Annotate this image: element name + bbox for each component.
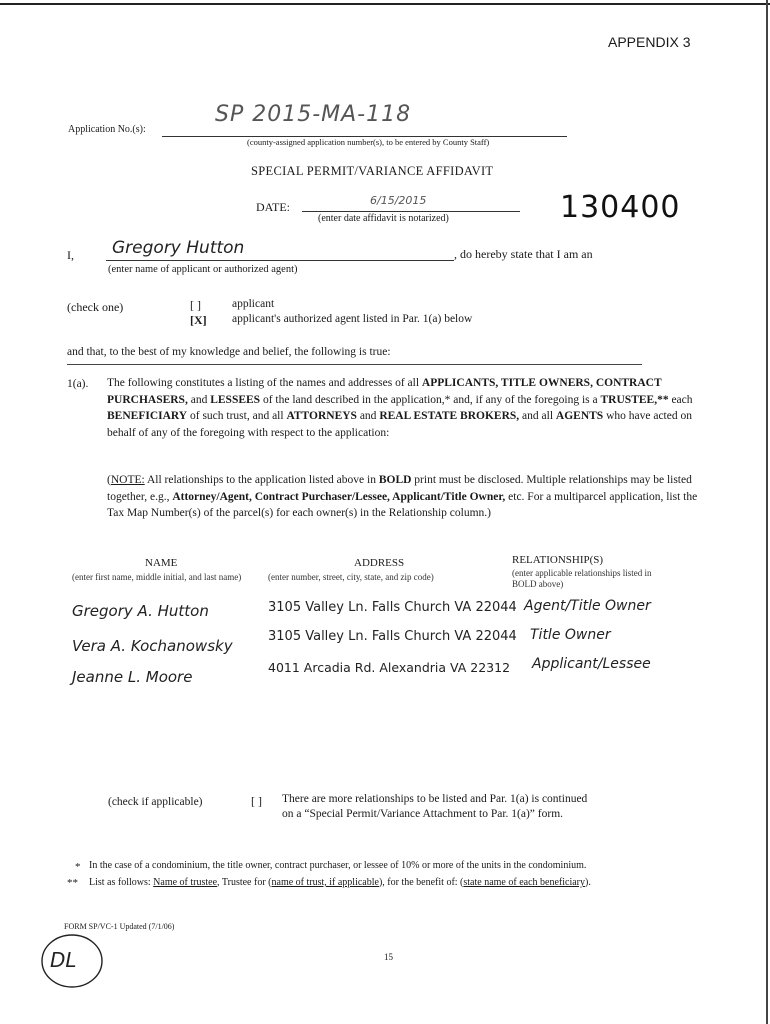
row-3-address: 4011 Arcadia Rd. Alexandria VA 22312 [268, 660, 511, 675]
date-line [302, 211, 520, 212]
footnote-star-2: ** [67, 877, 78, 889]
declarant-hint: (enter name of applicant or authorized agent) [108, 264, 298, 275]
p1a-text-4: each [671, 393, 693, 406]
page-number: 15 [384, 952, 393, 962]
appendix-label: APPENDIX 3 [608, 34, 691, 50]
check-agent-box[interactable]: [X] [190, 313, 207, 327]
date-hint: (enter date affidavit is notarized) [318, 213, 449, 224]
note-bold-2: Attorney/Agent, Contract Purchaser/Lessee, Applicant/Title Owner, [172, 490, 506, 503]
row-1-name: Gregory A. Hutton [72, 602, 209, 620]
fn2-g: ). [585, 877, 591, 888]
row-2-relationship: Title Owner [530, 627, 611, 643]
application-no-hint: (county-assigned application number(s), to be entered by County Staff) [247, 137, 490, 147]
fn2-b: Name of trustee [153, 877, 218, 888]
col-relationship-title: RELATIONSHIP(S) [512, 554, 604, 566]
col-name-hint: (enter first name, middle initial, and last name) [72, 572, 242, 582]
p1a-text-2: and [190, 393, 208, 406]
top-scan-edge [0, 3, 770, 5]
form-id: FORM SP/VC-1 Updated (7/1/06) [64, 922, 175, 931]
check-applicant-box[interactable]: [ ] [190, 298, 201, 312]
continuation-checkbox[interactable]: [ ] [251, 794, 262, 808]
p1a-bold-3: TRUSTEE,** [600, 393, 669, 406]
note-text-2: print must be disclosed. Multiple relationships may be listed together, e.g., [107, 474, 692, 503]
date-label: DATE: [256, 200, 290, 214]
footnote-2 [89, 876, 629, 890]
p1a-text-5: of such trust, and all [189, 410, 284, 422]
continuation-text-1: There are more relationships to be listed and Par. 1(a) is continued [282, 793, 588, 805]
p1a-text-7: and all [522, 410, 554, 422]
check-applicant-label: applicant [232, 298, 275, 310]
right-scan-edge [766, 0, 768, 1024]
col-name-title: NAME [145, 557, 178, 569]
row-1-address: 3105 Valley Ln. Falls Church VA 22044 [268, 600, 517, 615]
check-one-label: (check one) [67, 300, 124, 314]
col-address-hint: (enter number, street, city, state, and zip code) [268, 572, 434, 582]
fn2-e: ), for the benefit of: ( [378, 877, 464, 888]
p1a-bold-1: APPLICANTS, TITLE OWNERS, CONTRACT PURCHASERS, [107, 377, 662, 406]
p1a-text-8: who have acted on behalf of any of the foregoing with respect to the application: [107, 410, 692, 439]
initials-handwritten: DL [50, 948, 77, 972]
truth-statement: and that, to the best of my knowledge and belief, the following is true: [67, 346, 391, 358]
date-value: 6/15/2015 [370, 194, 427, 207]
fn2-f: state name of each beneficiary [463, 877, 585, 888]
footnote-star-1: * [75, 861, 81, 873]
row-3-name: Jeanne L. Moore [72, 668, 193, 686]
application-no-label: Application No.(s): [68, 124, 146, 135]
p1a-bold-2: LESSEES [210, 393, 261, 406]
fn2-d: name of trust, if applicable [271, 877, 379, 888]
note-paragraph: (NOTE: All relationships to the application listed above in BOLD print must be disclosed. Multiple relationships may be listed together, e.g., Attorney/Agent, Contract Purchaser/Lessee, Applicant/Title Owner, etc. For a multiparcel application, list the Tax Map Number(s) of the parcel(s) for each owner(s) in the Relationship column.) [107, 474, 698, 519]
application-no-value: SP 2015-MA-118 [215, 102, 412, 127]
fn2-c: , Trustee for ( [217, 877, 272, 888]
note-text-3: etc. For a multiparcel application, list the Tax Map Number(s) of the parcel(s) for each owner(s) in the Relationship column.) [107, 490, 698, 519]
col-relationship-hint: (enter applicable relationships listed in BOLD above) [512, 568, 652, 589]
note-label: NOTE: [110, 474, 145, 486]
footnote-1: In the case of a condominium, the title owner, contract purchaser, or lessee of 10% or more of the units in the condominium. [89, 860, 587, 871]
fn2-a: List as follows: [89, 877, 151, 888]
p1a-bold-6: REAL ESTATE BROKERS, [379, 410, 520, 422]
continuation-text-2: on a “Special Permit/Variance Attachment to Par. 1(a)” form. [282, 808, 564, 820]
row-2-name: Vera A. Kochanowsky [72, 637, 233, 655]
col-address-title: ADDRESS [354, 557, 405, 569]
p1a-text-1: The following constitutes a listing of the names and addresses of all [107, 377, 420, 389]
paragraph-1a [107, 375, 712, 441]
p1a-bold-7: AGENTS [555, 410, 604, 422]
form-title: SPECIAL PERMIT/VARIANCE AFFIDAVIT [251, 164, 494, 178]
note-text-1: All relationships to the application listed above in [146, 474, 376, 486]
paragraph-number: 1(a). [67, 378, 89, 390]
check-agent-label: applicant's authorized agent listed in Par. 1(a) below [232, 313, 473, 325]
row-1-relationship: Agent/Title Owner [524, 598, 651, 614]
p1a-bold-5: ATTORNEYS [286, 410, 357, 422]
p1a-bold-4: BENEFICIARY [107, 410, 188, 422]
declarant-suffix: , do hereby state that I am an [454, 247, 593, 261]
note-bold-1: BOLD [378, 474, 412, 486]
truth-underline [67, 364, 642, 365]
row-2-address: 3105 Valley Ln. Falls Church VA 22044 [268, 629, 517, 644]
row-3-relationship: Applicant/Lessee [532, 656, 651, 672]
p1a-text-3: of the land described in the application,* and, if any of the foregoing is a [262, 393, 598, 406]
declarant-name: Gregory Hutton [112, 238, 245, 258]
p1a-text-6: and [359, 410, 377, 422]
declarant-line [106, 260, 454, 261]
continuation-label: (check if applicable) [108, 796, 203, 808]
stamp-number: 130400 [560, 190, 681, 225]
declarant-prefix: I, [67, 248, 74, 262]
